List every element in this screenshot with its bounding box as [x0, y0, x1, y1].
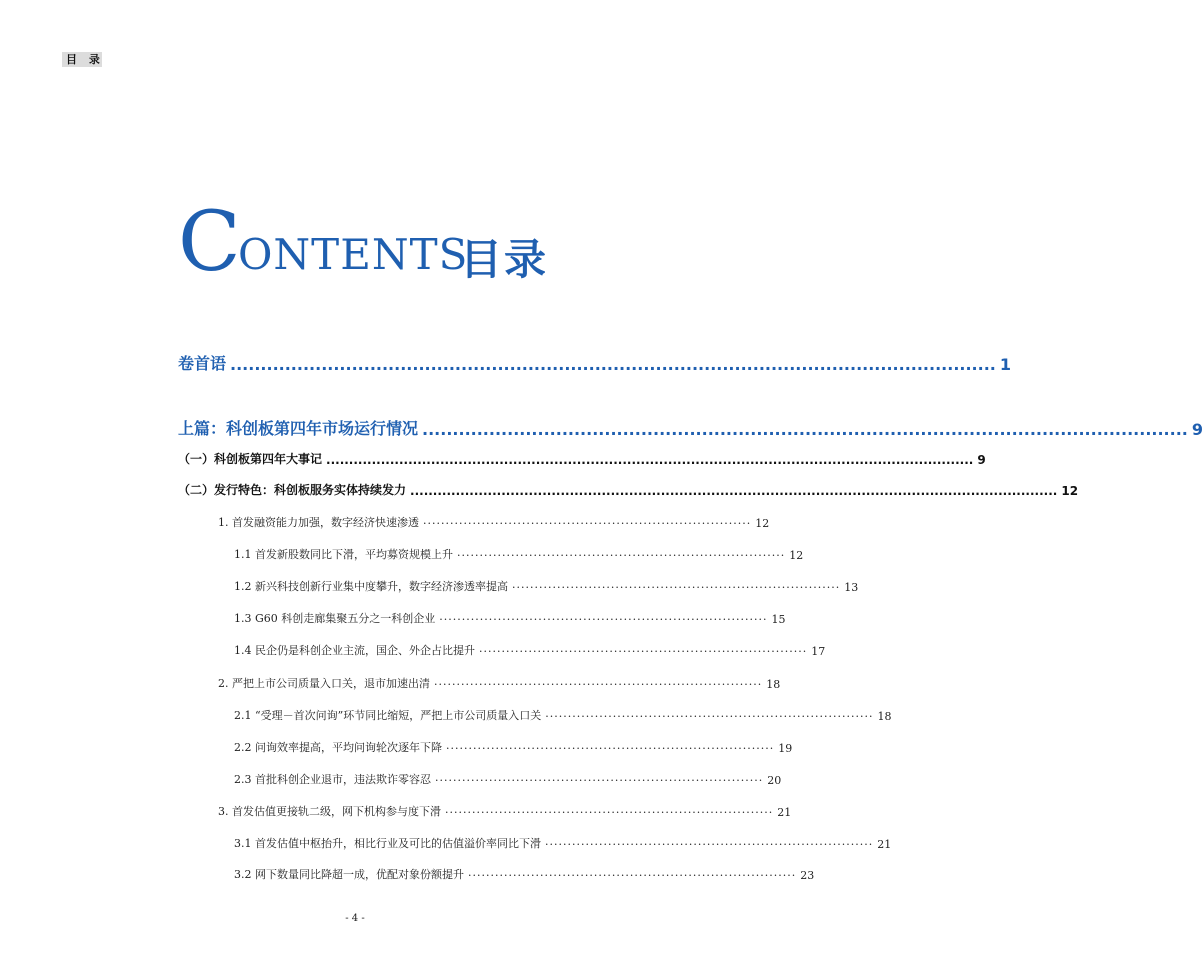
toc-leader-dots: ·········································································: [446, 742, 775, 755]
title-initial: C: [178, 195, 241, 290]
toc-leader-dots: ·········································································: [545, 838, 874, 851]
toc-entry[interactable]: [234, 835, 892, 851]
toc-leader-dots: ..............................................................................................................................: [422, 420, 1188, 439]
toc-entry-page: 23: [800, 869, 815, 882]
page-number: - 4 -: [345, 913, 365, 924]
title-rest: ONTENTS: [238, 230, 469, 279]
toc-entry[interactable]: [178, 416, 1203, 439]
toc-entry-title: 2.3 首批科创企业退市，违法欺诈零容忍: [234, 773, 431, 786]
toc-entry[interactable]: [178, 351, 1011, 374]
toc-entry-title: 3.2 网下数量同比降超一成，优配对象份额提升: [234, 868, 464, 881]
toc-entry-page: 21: [877, 838, 892, 851]
toc-leader-dots: ..............................................................................................................................................: [410, 484, 1058, 498]
toc-entry-page: 9: [977, 453, 986, 467]
toc-entry[interactable]: [234, 578, 859, 594]
toc-entry-title: 3.1 首发估值中枢抬升，相比行业及可比的估值溢价率同比下滑: [234, 837, 541, 850]
title-chinese: 目录: [460, 235, 549, 284]
toc-entry-page: 18: [877, 710, 892, 723]
toc-entry-title: 1.1 首发新股数同比下滑，平均募资规模上升: [234, 548, 453, 561]
toc-entry[interactable]: [234, 866, 815, 882]
toc-leader-dots: ·········································································: [435, 774, 764, 787]
toc-entry-page: 18: [766, 678, 781, 691]
toc-leader-dots: ·········································································: [545, 710, 874, 723]
toc-entry-title: 卷首语: [178, 354, 227, 373]
toc-entry[interactable]: [234, 771, 782, 787]
toc-entry-page: 19: [778, 742, 793, 755]
toc-leader-dots: ·········································································: [479, 645, 808, 658]
toc-entry[interactable]: [218, 514, 770, 530]
toc-entry-page: 17: [811, 645, 826, 658]
toc-entry[interactable]: [218, 803, 792, 819]
toc-entry-title: 1.4 民企仍是科创企业主流，国企、外企占比提升: [234, 644, 475, 657]
toc-leader-dots: ·········································································: [468, 869, 797, 882]
toc-leader-dots: ·········································································: [445, 806, 774, 819]
toc-entry-title: （一）科创板第四年大事记: [178, 452, 323, 466]
toc-entry-title: 1.3 G60 科创走廊集聚五分之一科创企业: [234, 612, 436, 625]
toc-entry-title: 2. 严把上市公司质量入口关，退市加速出清: [218, 677, 430, 690]
toc-leader-dots: ..............................................................................................................................................: [326, 453, 974, 467]
header-tag: 目 录: [62, 52, 102, 67]
toc-leader-dots: ·········································································: [434, 678, 763, 691]
toc-entry-page: 12: [789, 549, 804, 562]
toc-leader-dots: ·········································································: [423, 517, 752, 530]
toc-entry-title: （二）发行特色：科创板服务实体持续发力: [178, 483, 407, 497]
toc-leader-dots: ·········································································: [512, 581, 841, 594]
toc-entry-title: 3. 首发估值更接轨二级，网下机构参与度下滑: [218, 805, 441, 818]
toc-entry[interactable]: [234, 610, 786, 626]
toc-leader-dots: ·········································································: [439, 613, 768, 626]
toc-entry-page: 15: [771, 613, 786, 626]
toc-entry-page: 20: [767, 774, 782, 787]
toc-entry-page: 9: [1191, 420, 1203, 439]
toc-entry[interactable]: [178, 450, 986, 467]
toc-leader-dots: ·········································································: [457, 549, 786, 562]
toc-entry[interactable]: [234, 642, 826, 658]
toc-entry-page: 12: [755, 517, 770, 530]
toc-entry[interactable]: [234, 739, 793, 755]
toc-entry-title: 2.2 问询效率提高，平均问询轮次逐年下降: [234, 741, 442, 754]
toc-entry[interactable]: [234, 707, 892, 723]
toc-entry-title: 1.2 新兴科技创新行业集中度攀升，数字经济渗透率提高: [234, 580, 508, 593]
toc-entry-page: 13: [844, 581, 859, 594]
toc-entry[interactable]: [178, 481, 1079, 498]
toc-entry[interactable]: [218, 675, 781, 691]
toc-entry-page: 1: [999, 355, 1011, 374]
toc-entry-page: 21: [777, 806, 792, 819]
toc-entry-title: 1. 首发融资能力加强，数字经济快速渗透: [218, 516, 419, 529]
contents-title: [178, 195, 578, 290]
toc-entry-title: 上篇：科创板第四年市场运行情况: [178, 419, 419, 438]
toc-entry[interactable]: [234, 546, 804, 562]
toc-leader-dots: ..............................................................................................................................: [230, 355, 996, 374]
toc-entry-page: 12: [1061, 484, 1079, 498]
toc-entry-title: 2.1 “受理－首次问询”环节同比缩短，严把上市公司质量入口关: [234, 709, 542, 722]
